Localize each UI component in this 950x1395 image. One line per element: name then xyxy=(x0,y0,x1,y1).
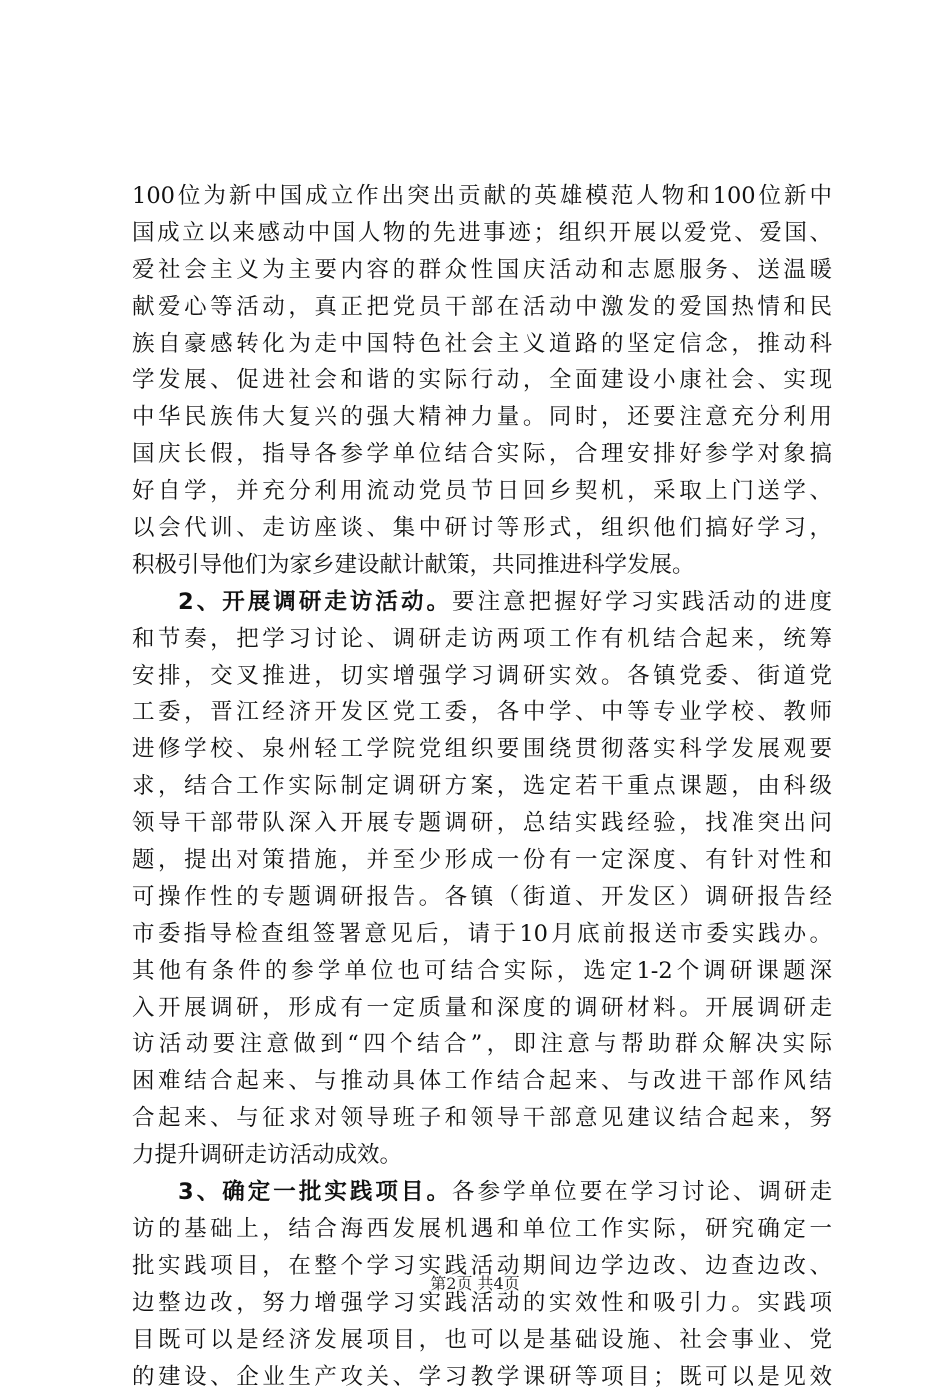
text-line: 批实践项目，在整个学习实践活动期间边学边改、边查边改、 xyxy=(132,1248,832,1285)
section-heading-line xyxy=(132,584,832,621)
text-line: 献爱心等活动，真正把党员干部在活动中激发的爱国热情和民 xyxy=(132,289,832,326)
text-line: 力提升调研走访活动成效。 xyxy=(132,1137,832,1174)
text-line: 题，提出对策措施，并至少形成一份有一定深度、有针对性和 xyxy=(132,842,832,879)
section-heading: 2、开展调研走访活动。 xyxy=(178,589,452,615)
text-line: 国庆长假，指导各参学单位结合实际，合理安排好参学对象搞 xyxy=(132,436,832,473)
text-line: 其他有条件的参学单位也可结合实际，选定1-2个调研课题深 xyxy=(132,953,832,990)
text-line: 进修学校、泉州轻工学院党组织要围绕贯彻落实科学发展观要 xyxy=(132,731,832,768)
section-heading-line xyxy=(132,1174,832,1211)
text-line: 好自学，并充分利用流动党员节日回乡契机，采取上门送学、 xyxy=(132,473,832,510)
text-line: 访活动要注意做到“四个结合”，即注意与帮助群众解决实际 xyxy=(132,1026,832,1063)
text-line: 困难结合起来、与推动具体工作结合起来、与改进干部作风结 xyxy=(132,1063,832,1100)
text-line: 边整边改，努力增强学习实践活动的实效性和吸引力。实践项 xyxy=(132,1285,832,1322)
section-heading: 3、确定一批实践项目。 xyxy=(178,1179,452,1205)
text-line: 可操作性的专题调研报告。各镇（街道、开发区）调研报告经 xyxy=(132,879,832,916)
text-line: 入开展调研，形成有一定质量和深度的调研材料。开展调研走 xyxy=(132,990,832,1027)
text-line: 积极引导他们为家乡建设献计献策，共同推进科学发展。 xyxy=(132,547,832,584)
text-line: 族自豪感转化为走中国特色社会主义道路的坚定信念，推动科 xyxy=(132,326,832,363)
text-line: 学发展、促进社会和谐的实际行动，全面建设小康社会、实现 xyxy=(132,362,832,399)
text-line: 以会代训、走访座谈、集中研讨等形式，组织他们搞好学习， xyxy=(132,510,832,547)
document-body xyxy=(132,178,832,1395)
text-line: 的建设、企业生产攻关、学习教学课研等项目；既可以是见效 xyxy=(132,1359,832,1395)
text-line: 和节奏，把学习讨论、调研走访两项工作有机结合起来，统筹 xyxy=(132,621,832,658)
text-line: 100位为新中国成立作出突出贡献的英雄模范人物和100位新中 xyxy=(132,178,832,215)
page-number-footer: 第2页 共4页 xyxy=(0,1271,950,1294)
text-line: 求，结合工作实际制定调研方案，选定若干重点课题，由科级 xyxy=(132,768,832,805)
text-line: 市委指导检查组签署意见后，请于10月底前报送市委实践办。 xyxy=(132,916,832,953)
text-line: 领导干部带队深入开展专题调研，总结实践经验，找准突出问 xyxy=(132,805,832,842)
text-line: 国成立以来感动中国人物的先进事迹；组织开展以爱党、爱国、 xyxy=(132,215,832,252)
text-line: 爱社会主义为主要内容的群众性国庆活动和志愿服务、送温暖 xyxy=(132,252,832,289)
text-line: 工委，晋江经济开发区党工委，各中学、中等专业学校、教师 xyxy=(132,694,832,731)
text-line: 目既可以是经济发展项目，也可以是基础设施、社会事业、党 xyxy=(132,1322,832,1359)
text-line: 合起来、与征求对领导班子和领导干部意见建议结合起来，努 xyxy=(132,1100,832,1137)
section-text: 各参学单位要在学习讨论、调研走 xyxy=(452,1179,832,1205)
text-line: 访的基础上，结合海西发展机遇和单位工作实际，研究确定一 xyxy=(132,1211,832,1248)
section-text: 要注意把握好学习实践活动的进度 xyxy=(452,589,832,615)
text-line: 安排，交叉推进，切实增强学习调研实效。各镇党委、街道党 xyxy=(132,658,832,695)
text-line: 中华民族伟大复兴的强大精神力量。同时，还要注意充分利用 xyxy=(132,399,832,436)
